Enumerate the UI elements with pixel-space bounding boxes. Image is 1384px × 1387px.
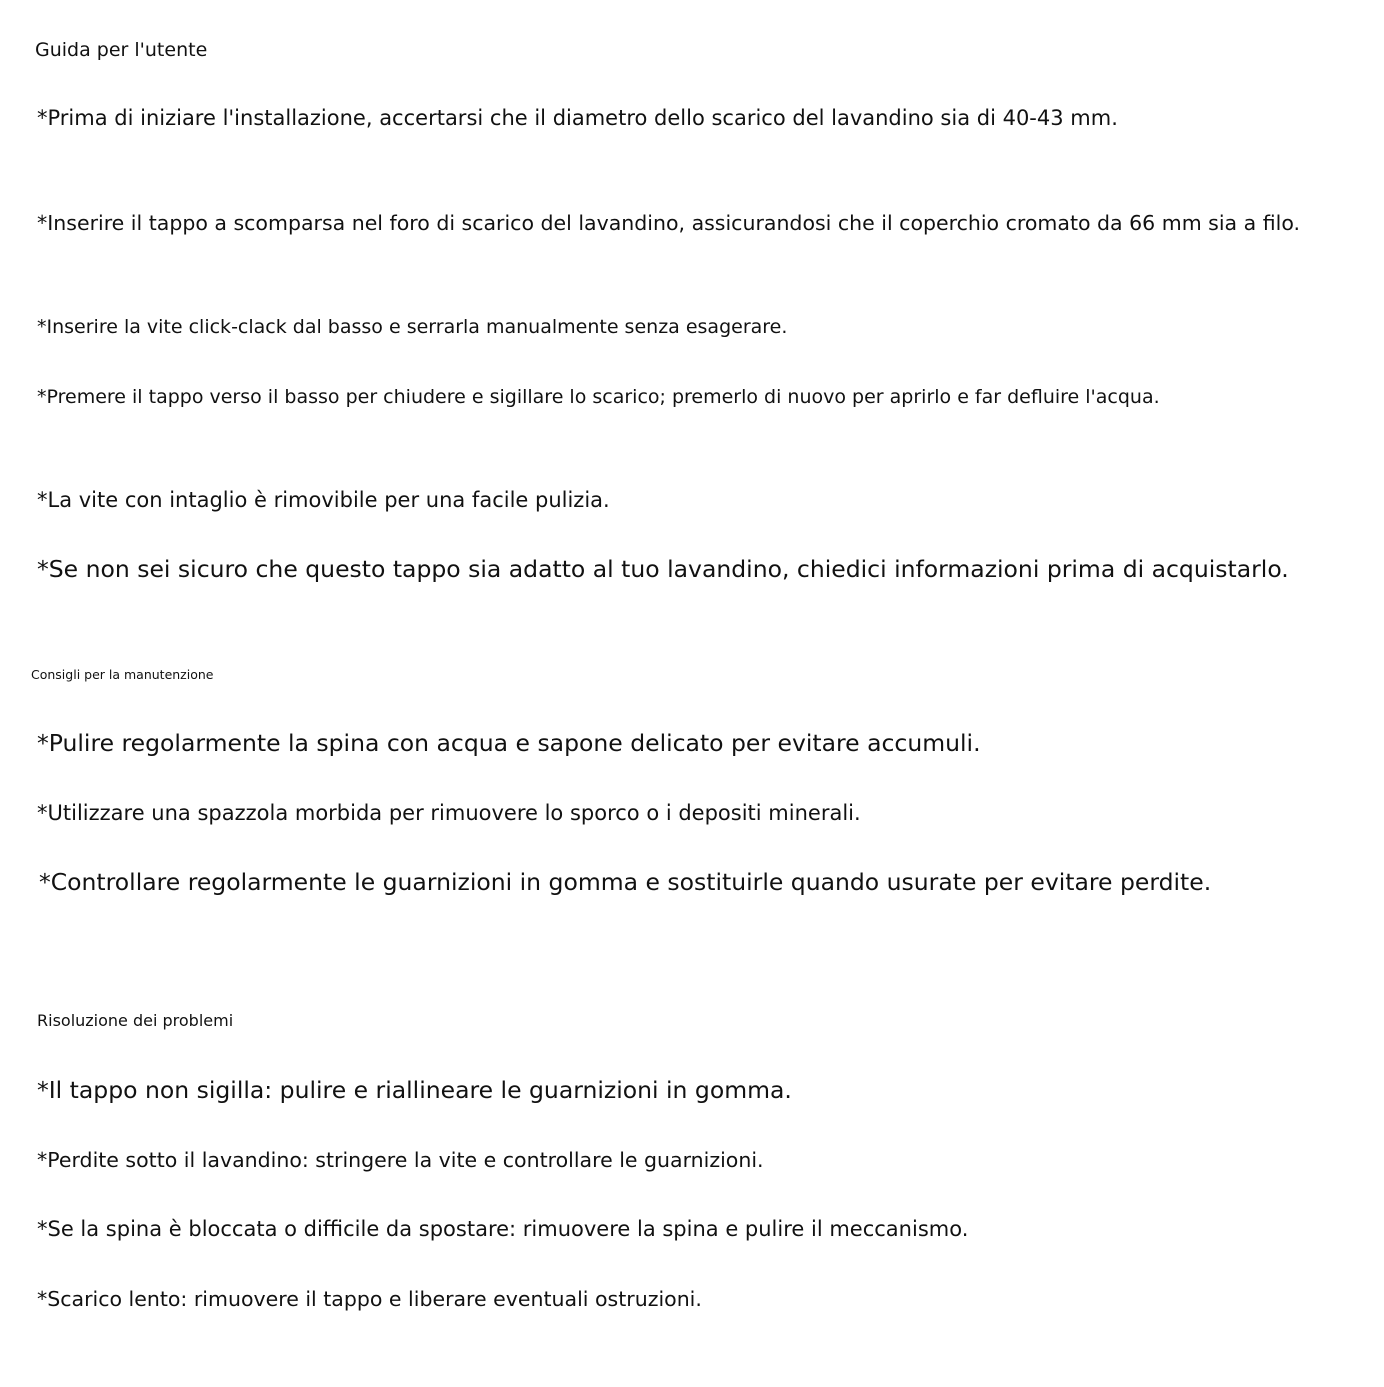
user-guide-item: *Inserire la vite click-clack dal basso e serrarla manualmente senza esagerare. xyxy=(37,316,788,338)
maintenance-item: *Utilizzare una spazzola morbida per rimuovere lo sporco o i depositi minerali. xyxy=(37,801,861,825)
maintenance-heading: Consigli per la manutenzione xyxy=(31,667,214,682)
user-guide-item: *Inserire il tappo a scomparsa nel foro di scarico del lavandino, assicurandosi che il coperchio cromato da 66 mm sia a filo. xyxy=(37,211,1301,235)
user-guide-item: *La vite con intaglio è rimovibile per una facile pulizia. xyxy=(37,488,610,512)
troubleshooting-item: *Il tappo non sigilla: pulire e riallineare le guarnizioni in gomma. xyxy=(37,1076,792,1104)
user-guide-heading: Guida per l'utente xyxy=(35,39,208,61)
user-guide-item: *Premere il tappo verso il basso per chiudere e sigillare lo scarico; premerlo di nuovo per aprirlo e far defluire l'acqua. xyxy=(37,386,1160,408)
troubleshooting-item: *Se la spina è bloccata o difficile da spostare: rimuovere la spina e pulire il meccanismo. xyxy=(37,1217,969,1241)
troubleshooting-item: *Perdite sotto il lavandino: stringere la vite e controllare le guarnizioni. xyxy=(37,1148,764,1172)
troubleshooting-heading: Risoluzione dei problemi xyxy=(37,1011,234,1030)
user-guide-item: *Se non sei sicuro che questo tappo sia adatto al tuo lavandino, chiedici informazioni prima di acquistarlo. xyxy=(37,555,1289,583)
troubleshooting-item: *Scarico lento: rimuovere il tappo e liberare eventuali ostruzioni. xyxy=(37,1287,702,1311)
maintenance-item: *Controllare regolarmente le guarnizioni in gomma e sostituirle quando usurate per evitare perdite. xyxy=(39,868,1212,896)
user-guide-item: *Prima di iniziare l'installazione, accertarsi che il diametro dello scarico del lavandino sia di 40-43 mm. xyxy=(37,106,1118,130)
maintenance-item: *Pulire regolarmente la spina con acqua e sapone delicato per evitare accumuli. xyxy=(37,729,981,757)
